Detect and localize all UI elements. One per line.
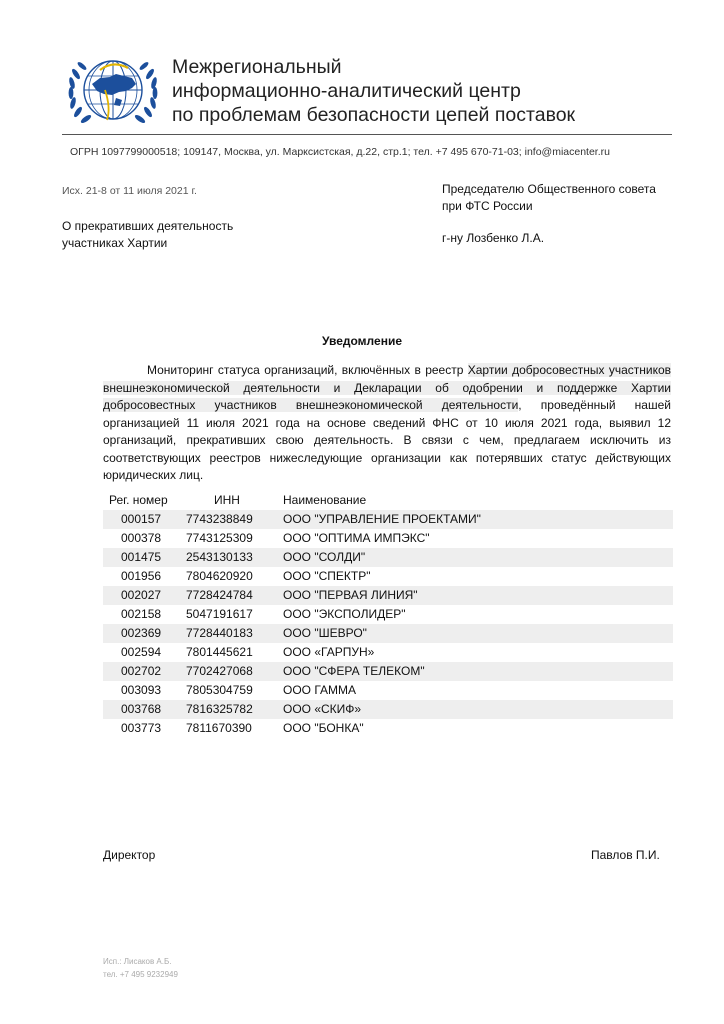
body-text-end: , проведённый нашей организацией 11 июля 2021 года на основе сведений ФНС от 10 июля 2021 года, выявил 12 организаций, прекративших свою деятельность. В связи с чем, предлагаем исключить из соответствующих реестров нижеследующие организации как потерявших статус действующих юридических лиц. [103, 398, 671, 482]
table-header-row [103, 491, 673, 510]
org-name-line: Межрегиональный [172, 56, 342, 78]
globe-laurel-emblem-icon [64, 50, 162, 132]
cell-name: ООО "СОЛДИ" [283, 550, 366, 564]
cell-name: ООО "ПЕРВАЯ ЛИНИЯ" [283, 588, 418, 602]
table-row [103, 681, 673, 700]
organization-name [172, 55, 575, 127]
header-divider [62, 134, 672, 135]
org-name-line: информационно-аналитический центр [172, 80, 521, 102]
body-text-highlight: Хартии добросовестных участников внешнеэкономической деятельности и Декларации об одобрении и поддержке Хартии добросовестных участников внешнеэкономической деятельности [103, 363, 671, 412]
salutation: г-ну Лозбенко Л.А. [442, 231, 545, 245]
table-row [103, 605, 673, 624]
table-row [103, 567, 673, 586]
cell-name: ООО "УПРАВЛЕНИЕ ПРОЕКТАМИ" [283, 512, 481, 526]
organization-contacts: ОГРН 1097799000518; 109147, Москва, ул. Марксистская, д.22, стр.1; тел. +7 495 670-71-03; info@miacenter.ru [70, 146, 610, 158]
cell-reg-number: 003093 [121, 683, 162, 697]
table-row [103, 548, 673, 567]
signatory-title: Директор [103, 848, 156, 862]
addressee-line: Председателю Общественного совета [442, 182, 656, 196]
cell-inn: 7816325782 [186, 702, 253, 716]
cell-reg-number: 002702 [121, 664, 162, 678]
outgoing-reference: Исх. 21-8 от 11 июля 2021 г. [62, 185, 197, 197]
letter-subject [62, 218, 233, 252]
table-row [103, 643, 673, 662]
notice-title: Уведомление [321, 334, 402, 348]
executor-name: Исп.: Лисаков А.Б. [103, 957, 172, 966]
cell-inn: 7743238849 [186, 512, 253, 526]
cell-inn: 7728424784 [186, 588, 253, 602]
table-row [103, 624, 673, 643]
addressee-line: при ФТС России [442, 199, 533, 213]
cell-inn: 7805304759 [186, 683, 253, 697]
header-name: Наименование [283, 493, 367, 507]
cell-reg-number: 001956 [121, 569, 162, 583]
cell-inn: 5047191617 [186, 607, 253, 621]
cell-inn: 7811670390 [186, 721, 252, 735]
subject-line: участниках Хартии [62, 236, 168, 250]
cell-name: ООО "ШЕВРО" [283, 626, 367, 640]
cell-reg-number: 000157 [121, 512, 162, 526]
subject-line: О прекративших деятельность [62, 219, 234, 233]
table-row [103, 662, 673, 681]
cell-inn: 7801445621 [186, 645, 253, 659]
cell-reg-number: 002027 [121, 588, 162, 602]
table-row [103, 700, 673, 719]
table-body [103, 510, 673, 738]
cell-name: ООО "ОПТИМА ИМПЭКС" [283, 531, 430, 545]
cell-inn: 7804620920 [186, 569, 253, 583]
cell-reg-number: 003768 [121, 702, 162, 716]
header-inn: ИНН [214, 493, 240, 507]
cell-reg-number: 002158 [121, 607, 162, 621]
signatory-name: Павлов П.И. [591, 848, 660, 862]
body-paragraph [103, 362, 671, 485]
org-name-line: по проблемам безопасности цепей поставок [172, 104, 576, 126]
notice-body [103, 362, 671, 485]
cell-name: ООО «СКИФ» [283, 702, 362, 716]
executor-info [103, 955, 178, 981]
table-row [103, 586, 673, 605]
cell-inn: 7702427068 [186, 664, 253, 678]
cell-reg-number: 002594 [121, 645, 162, 659]
cell-reg-number: 003773 [121, 721, 162, 735]
executor-phone: тел. +7 495 9232949 [103, 970, 178, 979]
addressee [442, 181, 656, 215]
cell-reg-number: 002369 [121, 626, 162, 640]
organizations-table [103, 491, 673, 738]
cell-inn: 2543130133 [186, 550, 253, 564]
cell-name: ООО «ГАРПУН» [283, 645, 375, 659]
table-row [103, 510, 673, 529]
table-row [103, 719, 673, 738]
cell-inn: 7743125309 [186, 531, 253, 545]
body-text-start: Мониторинг статуса организаций, включённых в реестр [147, 363, 468, 377]
cell-name: ООО "СФЕРА ТЕЛЕКОМ" [283, 664, 425, 678]
cell-name: ООО "СПЕКТР" [283, 569, 371, 583]
cell-reg-number: 000378 [121, 531, 162, 545]
header-reg-number: Рег. номер [109, 493, 168, 507]
cell-name: ООО "БОНКА" [283, 721, 364, 735]
cell-name: ООО ГАММА [283, 683, 357, 697]
cell-name: ООО "ЭКСПОЛИДЕР" [283, 607, 406, 621]
organization-logo [64, 50, 162, 132]
cell-reg-number: 001475 [121, 550, 162, 564]
cell-inn: 7728440183 [186, 626, 253, 640]
table-row [103, 529, 673, 548]
